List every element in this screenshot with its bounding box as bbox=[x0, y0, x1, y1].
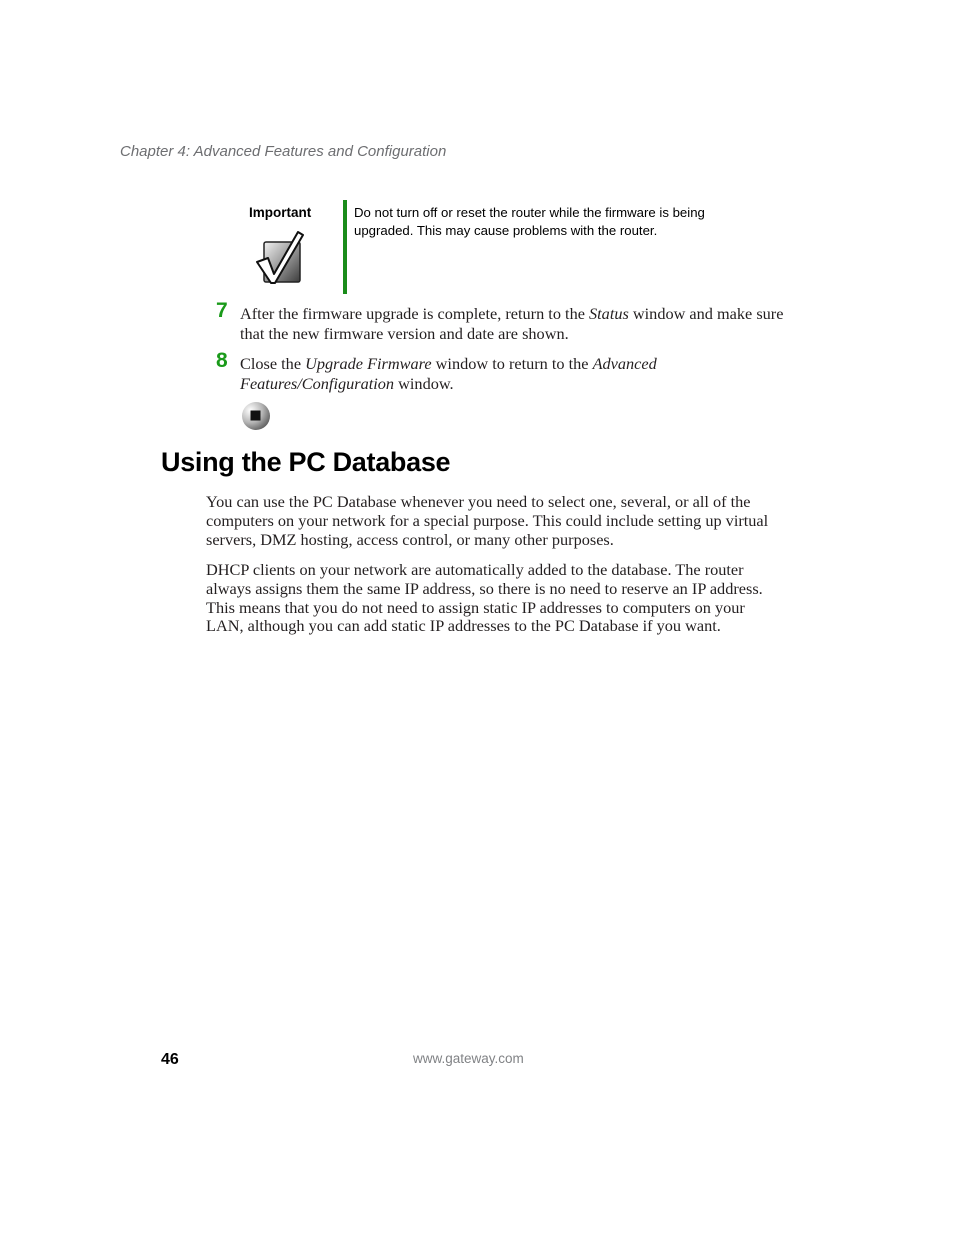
stop-icon bbox=[241, 401, 271, 431]
step-text: After the firmware upgrade is complete, return to the Status window and make sure that the new firmware version and date are shown. bbox=[240, 304, 784, 343]
important-text: Do not turn off or reset the router while the firmware is being upgraded. This may cause problems with the router. bbox=[354, 205, 705, 238]
step-text: Close the Upgrade Firmware window to return to the Advanced Features/Configuration window. bbox=[240, 354, 657, 393]
paragraph: DHCP clients on your network are automatically added to the database. The router always assigns them the same IP address, so there is no need to reserve an IP address. This means that you do not need to assign static IP addresses to computers on your LAN, although you can add static IP addresses to the PC Database if you want. bbox=[206, 560, 763, 636]
important-label: Important bbox=[249, 205, 312, 220]
footer-url: www.gateway.com bbox=[413, 1051, 524, 1066]
page-number: 46 bbox=[161, 1051, 179, 1068]
paragraph: You can use the PC Database whenever you need to select one, several, or all of the computers on your network for a special purpose. This could include setting up virtual servers, DMZ hosting, access control, or many other purposes. bbox=[206, 492, 769, 549]
important-divider bbox=[343, 200, 347, 294]
step-number: 8 bbox=[216, 349, 228, 372]
chapter-header: Chapter 4: Advanced Features and Configuration bbox=[120, 143, 447, 160]
section-heading: Using the PC Database bbox=[161, 447, 451, 477]
checkmark-icon bbox=[254, 228, 306, 286]
step-number: 7 bbox=[216, 299, 228, 322]
